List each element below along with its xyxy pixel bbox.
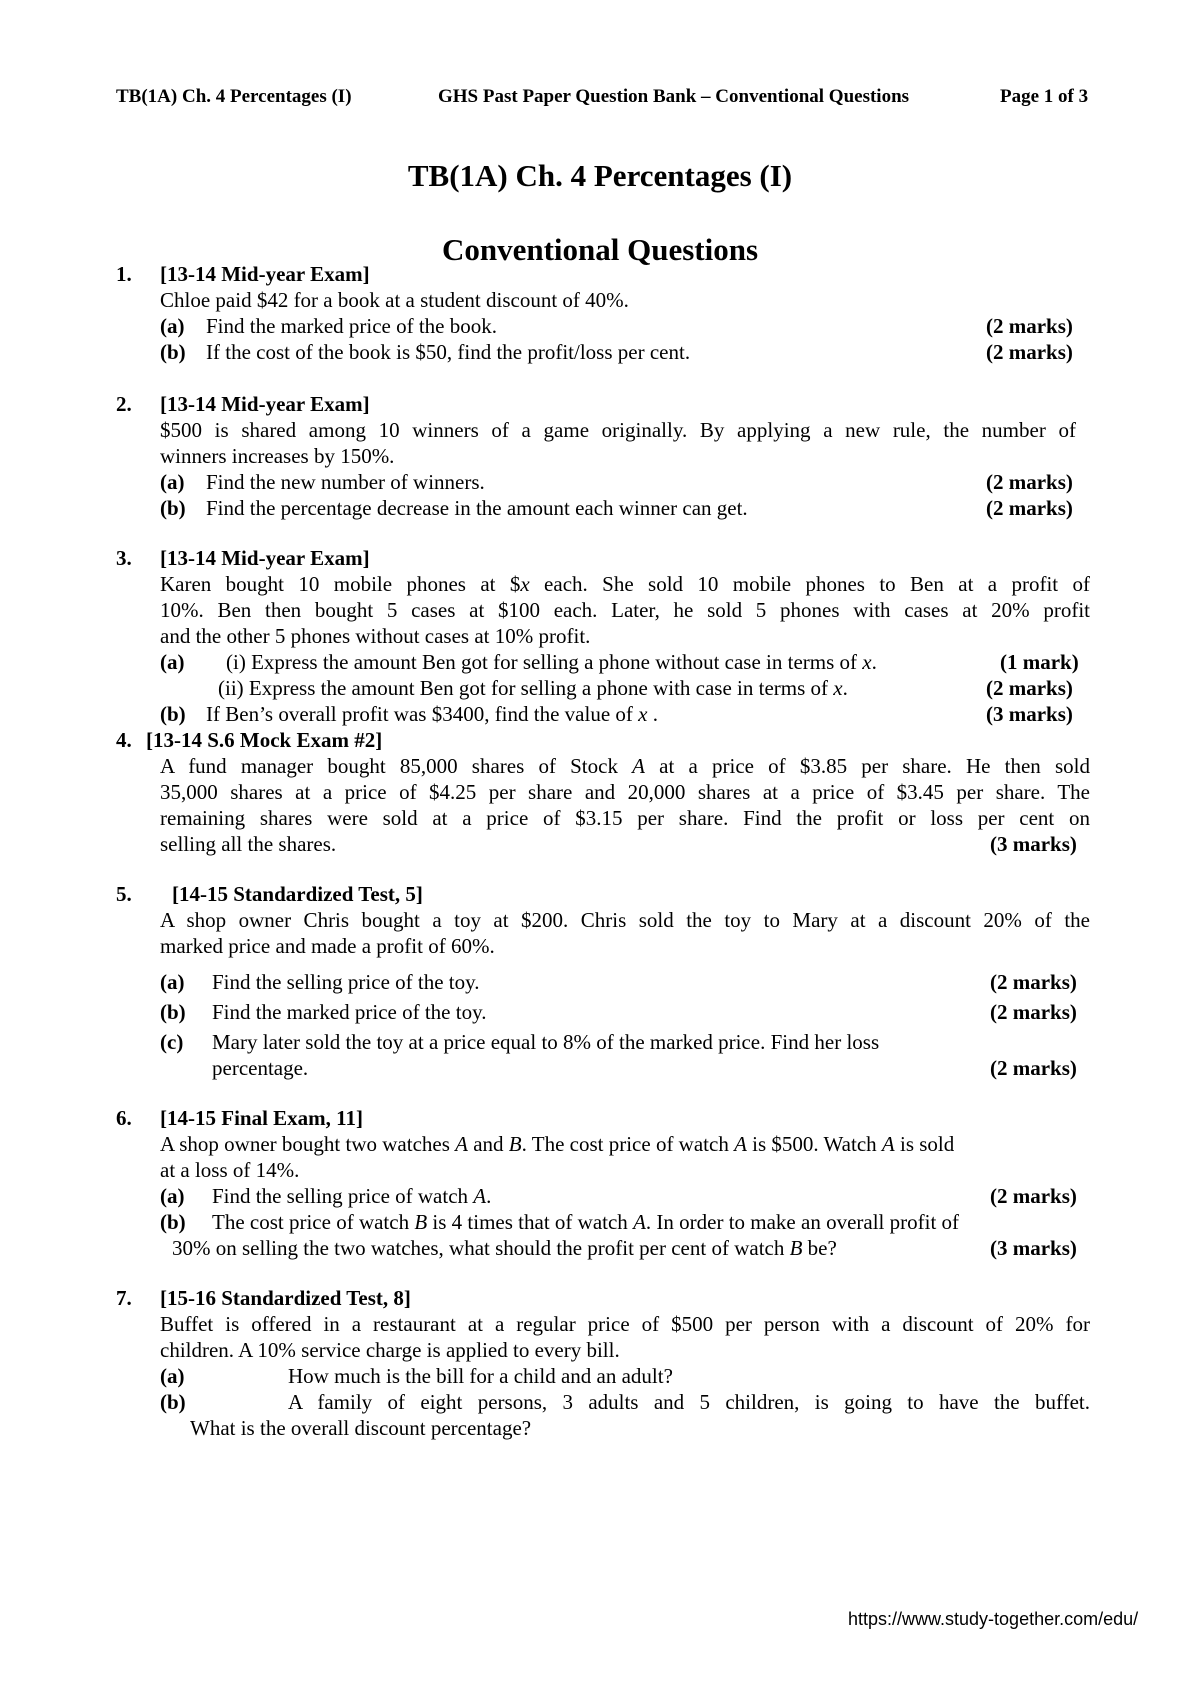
part-text: Find the percentage decrease in the amount each winner can get. <box>206 496 748 520</box>
question-stem: A shop owner bought two watches A and B. The cost price of watch A is $500. Watch A is sold <box>160 1132 955 1156</box>
question-number: 2. <box>116 392 132 416</box>
part-text: A family of eight persons, 3 adults and 5 children, is going to have the buffet. <box>288 1390 1090 1414</box>
part-marks: (2 marks) <box>986 676 1073 700</box>
part-label: (a) <box>160 1184 185 1208</box>
page-number: Page 1 of 3 <box>1000 86 1089 107</box>
part-marks: (2 marks) <box>990 1184 1077 1208</box>
part-text: Find the selling price of the toy. <box>212 970 480 994</box>
question-source: [13-14 S.6 Mock Exam #2] <box>146 728 383 752</box>
part-text: If the cost of the book is $50, find the profit/loss per cent. <box>206 340 691 364</box>
footer-url[interactable]: https://www.study-together.com/edu/ <box>848 1609 1139 1629</box>
question-number: 7. <box>116 1286 132 1310</box>
part-text: 30% on selling the two watches, what should the profit per cent of watch B be? <box>172 1236 837 1260</box>
part-label: (c) <box>160 1030 184 1054</box>
question-stem: marked price and made a profit of 60%. <box>160 934 495 958</box>
subpart-text: (ii) Express the amount Ben got for selling a phone with case in terms of x. <box>218 676 848 700</box>
question-source: [13-14 Mid-year Exam] <box>160 262 370 286</box>
question-source: [15-16 Standardized Test, 8] <box>160 1286 411 1310</box>
question-source: [14-15 Standardized Test, 5] <box>172 882 423 906</box>
question-number: 6. <box>116 1106 132 1130</box>
part-marks: (2 marks) <box>990 970 1077 994</box>
part-label: (a) <box>160 470 185 494</box>
question-stem: selling all the shares. <box>160 832 337 856</box>
part-marks: (2 marks) <box>986 470 1073 494</box>
part-label: (b) <box>160 1210 186 1234</box>
question-stem: at a loss of 14%. <box>160 1158 300 1182</box>
question-stem: remaining shares were sold at a price of $3.15 per share. Find the profit or loss per cent on <box>160 806 1090 830</box>
question-stem: 35,000 shares at a price of $4.25 per share and 20,000 shares at a price of $3.45 per share. The <box>160 780 1090 804</box>
question-source: [13-14 Mid-year Exam] <box>160 392 370 416</box>
question-number: 1. <box>116 262 132 286</box>
running-header-title: GHS Past Paper Question Bank – Conventional Questions <box>438 86 910 107</box>
question-number: 3. <box>116 546 132 570</box>
part-marks: (2 marks) <box>990 1000 1077 1024</box>
question-stem: winners increases by 150%. <box>160 444 395 468</box>
question-stem: children. A 10% service charge is applied to every bill. <box>160 1338 620 1362</box>
part-text: Mary later sold the toy at a price equal to 8% of the marked price. Find her loss <box>212 1030 880 1054</box>
part-label: (a) <box>160 970 185 994</box>
question-marks: (3 marks) <box>990 832 1077 856</box>
document-title: TB(1A) Ch. 4 Percentages (I) <box>407 158 793 193</box>
part-label: (b) <box>160 1000 186 1024</box>
part-marks: (3 marks) <box>990 1236 1077 1260</box>
question-stem: Chloe paid $42 for a book at a student discount of 40%. <box>160 288 629 312</box>
part-marks: (2 marks) <box>986 314 1073 338</box>
part-label: (b) <box>160 496 186 520</box>
subpart-text: (i) Express the amount Ben got for selling a phone without case in terms of x. <box>226 650 877 674</box>
part-text: Find the new number of winners. <box>206 470 485 494</box>
part-label: (b) <box>160 1390 186 1414</box>
part-text: The cost price of watch B is 4 times that of watch A. In order to make an overall profit of <box>212 1210 960 1234</box>
question-source: [13-14 Mid-year Exam] <box>160 546 370 570</box>
part-text: If Ben’s overall profit was $3400, find the value of x . <box>206 702 658 726</box>
part-label: (a) <box>160 650 185 674</box>
running-header-left: TB(1A) Ch. 4 Percentages (I) <box>116 86 352 107</box>
question-number: 4. <box>116 728 132 752</box>
part-text: Find the marked price of the book. <box>206 314 498 338</box>
question-stem: 10%. Ben then bought 5 cases at $100 each. Later, he sold 5 phones with cases at 20% profit <box>160 598 1090 622</box>
part-marks: (2 marks) <box>986 340 1073 364</box>
question-stem: A shop owner Chris bought a toy at $200. Chris sold the toy to Mary at a discount 20% of the <box>160 908 1090 932</box>
part-marks: (2 marks) <box>990 1056 1077 1080</box>
question-source: [14-15 Final Exam, 11] <box>160 1106 363 1130</box>
question-stem: Buffet is offered in a restaurant at a regular price of $500 per person with a discount of 20% for <box>160 1312 1090 1336</box>
question-stem: $500 is shared among 10 winners of a game originally. By applying a new rule, the number of <box>160 418 1076 442</box>
part-label: (a) <box>160 314 185 338</box>
part-text: Find the marked price of the toy. <box>212 1000 487 1024</box>
question-number: 5. <box>116 882 132 906</box>
part-text: Find the selling price of watch A. <box>212 1184 492 1208</box>
part-marks: (1 mark) <box>1000 650 1079 674</box>
question-stem: A fund manager bought 85,000 shares of Stock A at a price of $3.85 per share. He then sold <box>160 754 1090 778</box>
document-subtitle: Conventional Questions <box>441 232 759 267</box>
part-label: (b) <box>160 340 186 364</box>
part-text: What is the overall discount percentage? <box>190 1416 532 1440</box>
part-label: (b) <box>160 702 186 726</box>
question-stem: Karen bought 10 mobile phones at $x each. She sold 10 mobile phones to Ben at a profit of <box>160 572 1091 596</box>
part-text: How much is the bill for a child and an adult? <box>288 1364 673 1388</box>
part-marks: (2 marks) <box>986 496 1073 520</box>
part-text: percentage. <box>212 1056 309 1080</box>
part-marks: (3 marks) <box>986 702 1073 726</box>
question-stem: and the other 5 phones without cases at 10% profit. <box>160 624 591 648</box>
part-label: (a) <box>160 1364 185 1388</box>
